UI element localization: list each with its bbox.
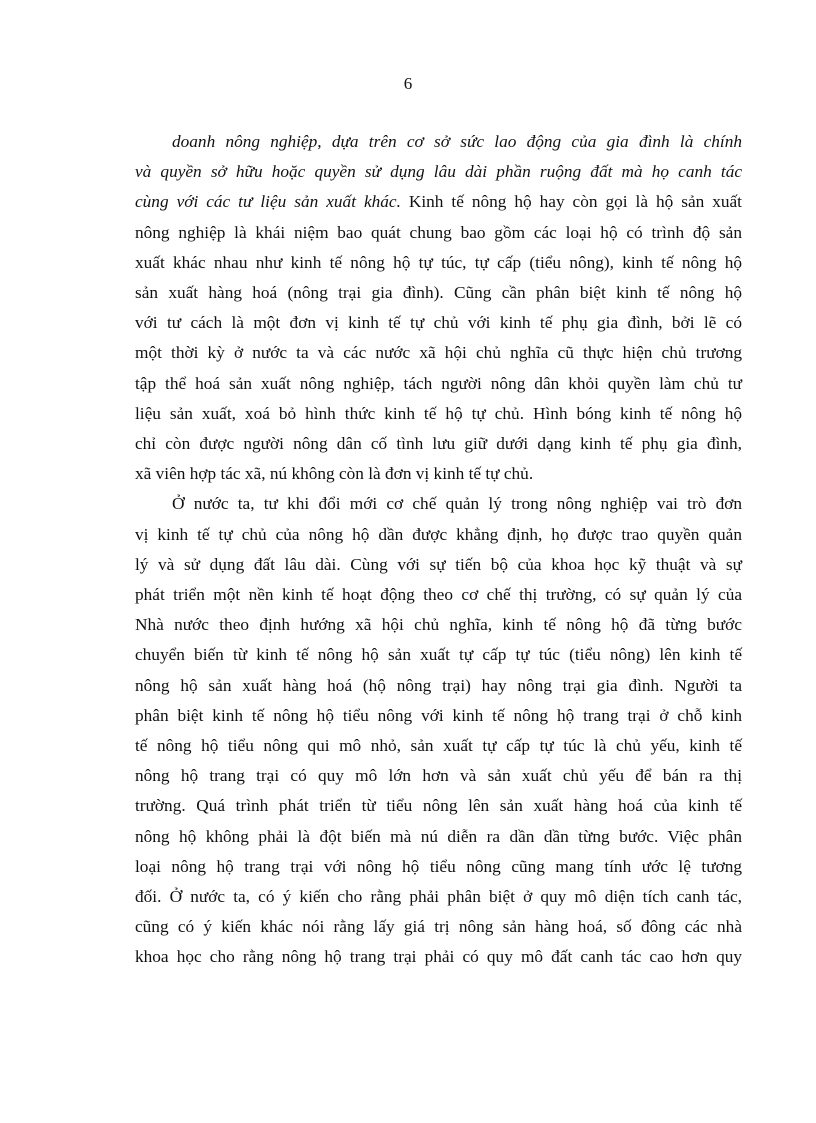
- text-line: nông hộ không phải là đột biến mà nú diễn ra dần dần từng bước. Việc phân: [135, 826, 742, 846]
- text-line: vị kinh tế tự chủ của nông hộ dần được khẳng định, họ được trao quyền quản: [135, 524, 742, 544]
- text-line: với tư cách là một đơn vị kinh tế tự chủ với kinh tế phụ gia đình, bởi lẽ có: [135, 313, 742, 333]
- text-line: trường. Quá trình phát triển từ tiểu nông lên sản xuất hàng hoá của kinh tế: [135, 796, 742, 816]
- text-line: [135, 187, 742, 217]
- paragraph-1: [135, 127, 742, 489]
- text-line: phát triển một nền kinh tế hoạt động theo cơ chế thị trường, có sự quản lý của: [135, 585, 742, 605]
- text-line: nông hộ trang trại có quy mô lớn hơn và sản xuất chủ yếu để bán ra thị: [135, 766, 742, 786]
- text-line: Nhà nước theo định hướng xã hội chủ nghĩa, kinh tế nông hộ đã từng bước: [135, 615, 742, 635]
- italic-text: doanh nông nghiệp, dựa trên cơ sở sức lao động của gia đình là chính: [172, 132, 742, 151]
- text-line: một thời kỳ ở nước ta và các nước xã hội chủ nghĩa cũ thực hiện chủ trương: [135, 343, 742, 363]
- text-line: chỉ còn được người nông dân cố tình lưu giữ dưới dạng kinh tế phụ gia đình,: [135, 434, 742, 454]
- text-line: loại nông hộ trang trại với nông hộ tiểu nông cũng mang tính ước lệ tương: [135, 856, 742, 876]
- text-line: tế nông hộ tiểu nông qui mô nhỏ, sản xuất tự cấp tự túc là chủ yếu, kinh tế: [135, 736, 742, 756]
- text-line: cũng có ý kiến khác nói rằng lấy giá trị nông sản hàng hoá, số đông các nhà: [135, 917, 742, 937]
- italic-text: cùng với các tư liệu sản xuất khác.: [135, 192, 401, 212]
- text-line: xã viên hợp tác xã, nú không còn là đơn vị kinh tế tự chủ.: [135, 464, 534, 484]
- italic-text: và quyền sở hữu hoặc quyền sử dụng lâu dài phần ruộng đất mà họ canh tác: [135, 162, 742, 182]
- text-line: [135, 157, 742, 187]
- text-line: nông hộ sản xuất hàng hoá (hộ nông trại) hay nông trại gia đình. Người ta: [135, 675, 742, 695]
- text-line: tập thể hoá sản xuất nông nghiệp, tách người nông dân khỏi quyền làm chủ tư: [135, 373, 742, 393]
- page-number: 6: [403, 74, 413, 93]
- line-text: Kinh tế nông hộ hay còn gọi là hộ sản xuất: [400, 192, 742, 212]
- text-line: chuyển biến từ kinh tế nông hộ sản xuất tự cấp tự túc (tiểu nông) lên kinh tế: [135, 645, 742, 665]
- text-line: liệu sản xuất, xoá bỏ hình thức kinh tế hộ tự chủ. Hình bóng kinh tế nông hộ: [135, 403, 742, 423]
- paragraph-2: [135, 489, 742, 972]
- text-line: nông nghiệp là khái niệm bao quát chung bao gồm các loại hộ có trình độ sản: [135, 222, 742, 242]
- text-line: đối. Ở nước ta, có ý kiến cho rằng phải phân biệt ở quy mô diện tích canh tác,: [135, 887, 742, 907]
- text-line: xuất khác nhau như kinh tế nông hộ tự túc, tự cấp (tiểu nông), kinh tế nông hộ: [135, 252, 742, 272]
- text-line: khoa học cho rằng nông hộ trang trại phải có quy mô đất canh tác cao hơn quy: [135, 947, 742, 967]
- text-line: lý và sử dụng đất lâu dài. Cùng với sự tiến bộ của khoa học kỹ thuật và sự: [135, 554, 742, 574]
- body-text: [135, 127, 742, 973]
- text-line: Ở nước ta, tư khi đổi mới cơ chế quản lý trong nông nghiệp vai trò đơn: [172, 494, 742, 514]
- text-line: [135, 127, 742, 157]
- text-line: phân biệt kinh tế nông hộ tiểu nông với kinh tế nông hộ trang trại ở chỗ kinh: [135, 705, 742, 725]
- text-line: sản xuất hàng hoá (nông trại gia đình). Cũng cần phân biệt kinh tế nông hộ: [135, 283, 742, 303]
